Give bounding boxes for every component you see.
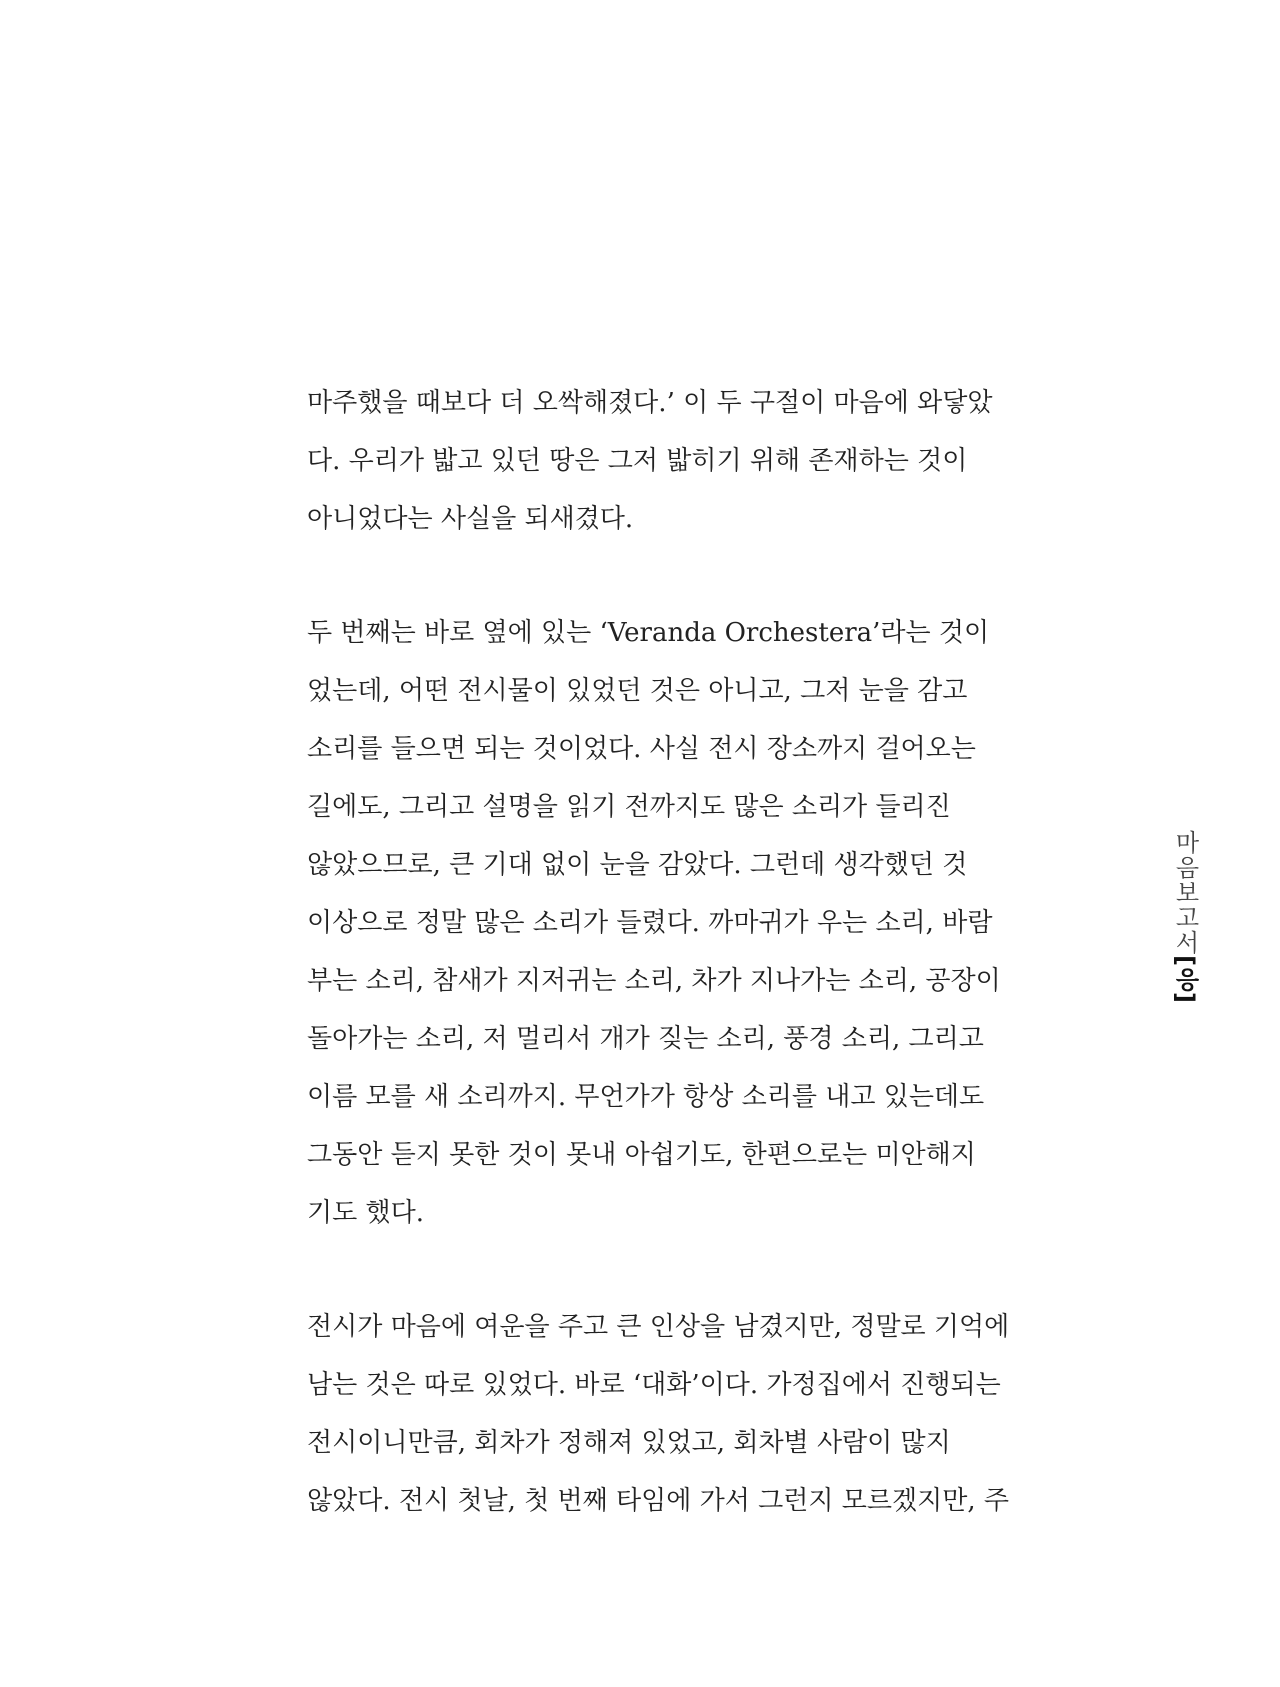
running-header-title: 마음보고서 — [1171, 830, 1199, 955]
text-line: 부는 소리, 참새가 지저귀는 소리, 차가 지나가는 소리, 공장이 — [307, 966, 1001, 996]
paragraph-gap — [307, 548, 967, 604]
text-line: 아니었다는 사실을 되새겼다. — [307, 504, 634, 534]
body-text — [307, 374, 1010, 1530]
text-line: 이상으로 정말 많은 소리가 들렸다. 까마귀가 우는 소리, 바람 — [307, 908, 993, 938]
text-line: 이름 모를 새 소리까지. 무언가가 항상 소리를 내고 있는데도 — [307, 1082, 985, 1112]
text-line: 두 번째는 바로 옆에 있는 ‘Veranda Orchestera’라는 것이 — [307, 618, 990, 648]
text-line: 기도 했다. — [307, 1198, 424, 1228]
text-line: 마주했을 때보다 더 오싹해졌다.’ 이 두 구절이 마음에 와닿았 — [307, 388, 993, 418]
paragraph-3 — [307, 1298, 1010, 1530]
paragraph-1 — [307, 374, 993, 548]
text-line: 었는데, 어떤 전시물이 있었던 것은 아니고, 그저 눈을 감고 — [307, 676, 968, 706]
text-line: 전시가 마음에 여운을 주고 큰 인상을 남겼지만, 정말로 기억에 — [307, 1312, 1010, 1342]
text-line: 소리를 들으면 되는 것이었다. 사실 전시 장소까지 걸어오는 — [307, 734, 976, 764]
text-line: 그동안 듣지 못한 것이 못내 아쉽기도, 한편으로는 미안해지 — [307, 1140, 976, 1170]
text-line: 않았으므로, 큰 기대 없이 눈을 감았다. 그런데 생각했던 것 — [307, 850, 968, 880]
text-line: 길에도, 그리고 설명을 읽기 전까지도 많은 소리가 들리진 — [307, 792, 951, 822]
paragraph-2 — [307, 604, 1001, 1242]
text-line: 남는 것은 따로 있었다. 바로 ‘대화’이다. 가정집에서 진행되는 — [307, 1370, 1001, 1400]
text-line: 다. 우리가 밟고 있던 땅은 그저 밟히기 위해 존재하는 것이 — [307, 446, 968, 476]
paragraph-gap — [307, 1242, 967, 1298]
running-header — [1168, 830, 1203, 1004]
text-line: 전시이니만큼, 회차가 정해져 있었고, 회차별 사람이 많지 — [307, 1428, 951, 1458]
running-header-badge: [응] — [1171, 955, 1199, 1004]
text-line: 돌아가는 소리, 저 멀리서 개가 짖는 소리, 풍경 소리, 그리고 — [307, 1024, 984, 1054]
text-line: 않았다. 전시 첫날, 첫 번째 타임에 가서 그런지 모르겠지만, 주 — [307, 1486, 1009, 1516]
